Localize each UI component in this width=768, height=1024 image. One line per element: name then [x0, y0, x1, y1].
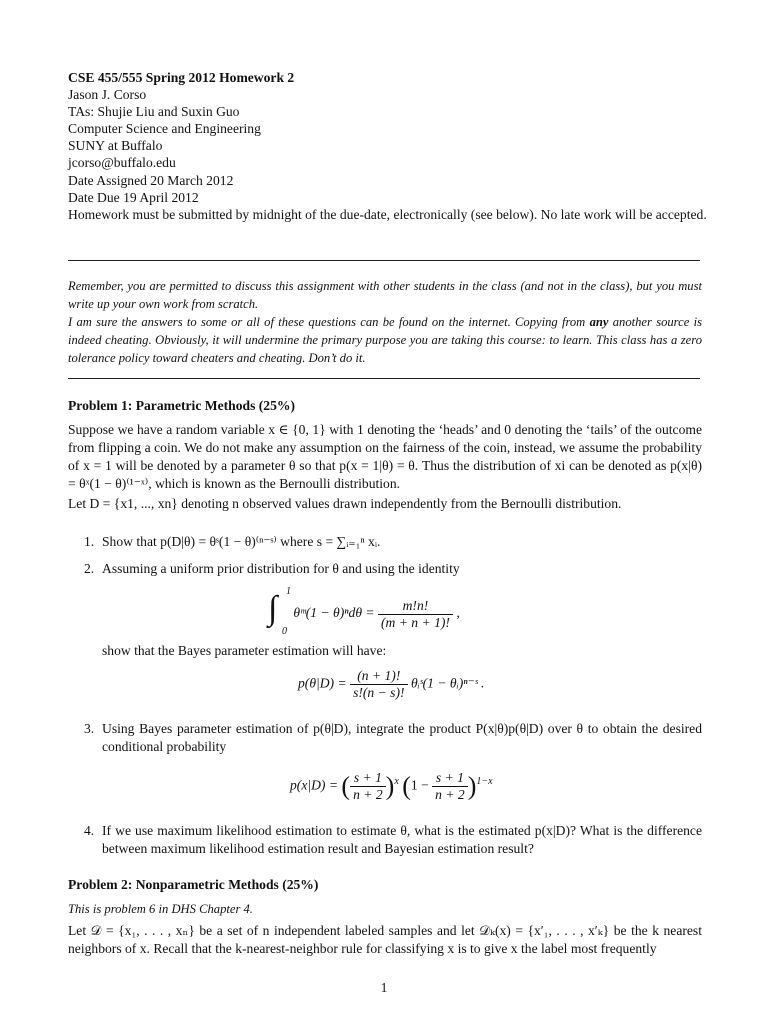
problem1-item-3 [84, 720, 702, 754]
honesty-notice [68, 277, 702, 367]
problem1-heading: Problem 1: Parametric Methods (25%) [68, 398, 295, 413]
item-text: Using Bayes parameter estimation of p(θ|D), integrate the product P(x|θ)p(θ|D) over θ to obtain the desired conditional probability [102, 721, 702, 754]
identity-tail: , [456, 605, 460, 621]
notice-emphasis: any [589, 315, 609, 329]
integral-lower: 0 [282, 626, 287, 637]
notice-line-2-end: another source is indeed cheating. Obviously, it will undermine the primary purpose you are taking this course: to learn. This class has a zero tolerance policy toward cheaters and cheating. Don’t do it. [68, 315, 702, 365]
item-text: If we use maximum likelihood estimation to estimate θ, what is the estimated p(x|D)? What is the difference between maximum likelihood estimation result and Bayesian estimation result? [102, 823, 702, 856]
notice-line-2-start: I am sure the answers to some or all of these questions can be found on the internet. Copying from [68, 315, 586, 329]
homework-title: CSE 455/555 Spring 2012 Homework 2 [68, 70, 295, 85]
fraction-denominator: n + 2 [350, 786, 386, 803]
university-line: SUNY at Buffalo [68, 138, 163, 154]
bayes-fraction [350, 668, 407, 701]
item-text: Show that p(D|θ) = θˢ(1 − θ)⁽ⁿ⁻ˢ⁾ where s = ∑ᵢ₌₁ⁿ xᵢ. [102, 534, 381, 549]
fraction-numerator: (n + 1)! [357, 668, 401, 683]
fraction-numerator: s + 1 [353, 770, 382, 785]
date-due-line: Date Due 19 April 2012 [68, 189, 199, 205]
predictive-lhs: p(x|D) = [290, 777, 339, 793]
fraction-denominator: s!(n − s)! [350, 684, 407, 701]
integral-upper: 1 [286, 586, 291, 597]
notice-line-1: Remember, you are permitted to discuss this assignment with other students in the class (and not in the class), but you must write up your own work from scratch. [68, 279, 702, 311]
fraction-numerator: m!n! [402, 597, 429, 613]
predictive-fraction-2 [432, 770, 468, 803]
problem2-paragraph: Let 𝒟 = {x₁, . . . , xₙ} be a set of n independent labeled samples and let 𝒟ₖ(x) = {x′₁, . . . , x′ₖ} be the k nearest neighbors of x. Recall that the k-nearest-neighbor rule for classifying x is to give x the label most frequently [68, 923, 702, 956]
problem1-item-1 [84, 533, 702, 551]
fraction-denominator: n + 2 [432, 786, 468, 803]
divider-top [68, 260, 700, 261]
problem1-item-2 [84, 560, 702, 578]
email-line: jcorso@buffalo.edu [68, 155, 176, 171]
item-number: 3. [84, 721, 95, 736]
exponent-2: 1−x [476, 776, 493, 788]
bayes-estimate-equation [298, 668, 484, 701]
bayes-lhs: p(θ|D) = [298, 675, 347, 691]
bayes-tail: θᵢˢ(1 − θᵢ)ⁿ⁻ˢ . [410, 675, 485, 691]
item-number: 2. [84, 561, 95, 576]
header-block [68, 69, 708, 223]
problem1-paragraph-2: Let D = {x1, ..., xn} denoting n observed values drawn independently from the Bernoulli distribution. [68, 496, 622, 511]
predictive-mid: 1 − [410, 777, 429, 793]
predictive-equation: p(x|D) = ( $\frac{s + 1}{n + 2}$ )$^x$ (1 − $\frac{s + 1}{n + 2}$ )$^{1-x}$ [290, 770, 493, 802]
item-number: 4. [84, 823, 95, 838]
integral-sign: ∫ 1 0 [268, 586, 291, 637]
submission-note: Homework must be submitted by midnight of the due-date, electronically (see below). No late work will be accepted. [68, 206, 707, 222]
author-line: Jason J. Corso [68, 87, 147, 103]
predictive-fraction-1 [350, 770, 386, 803]
department-line: Computer Science and Engineering [68, 121, 261, 137]
identity-equation [268, 586, 460, 637]
identity-fraction [378, 598, 453, 631]
divider-bottom [68, 378, 700, 379]
fraction-numerator: s + 1 [435, 770, 464, 785]
identity-lhs: θᵐ(1 − θ)ⁿdθ = [293, 605, 375, 621]
item-text: Assuming a uniform prior distribution for θ and using the identity [102, 561, 460, 576]
item-text: show that the Bayes parameter estimation will have: [102, 643, 387, 658]
problem1-item-4 [84, 822, 702, 856]
date-assigned-line: Date Assigned 20 March 2012 [68, 172, 234, 188]
problem2-subtitle: This is problem 6 in DHS Chapter 4. [68, 902, 253, 916]
notice-line-2 [68, 313, 702, 367]
tas-line: TAs: Shujie Liu and Suxin Guo [68, 104, 240, 120]
problem2-heading: Problem 2: Nonparametric Methods (25%) [68, 877, 319, 892]
fraction-denominator: (m + n + 1)! [378, 614, 453, 631]
problem1-paragraph-1: Suppose we have a random variable x ∈ {0, 1} with 1 denoting the ‘heads’ and 0 denoting the ‘tails’ of the outcome from flipping a coin. We do not make any assumption on the fairness of the coin, instead, we assume the probability of x = 1 will be denoted by a parameter θ so that p(x = 1|θ) = θ. Thus the distribution of xi can be denoted as p(x|θ) = θˣ(1 − θ)⁽¹⁻ˣ⁾, which is known as the Bernoulli distribution. [68, 422, 702, 491]
page-number: 1 [380, 980, 388, 995]
exponent-1: x [394, 776, 399, 788]
item-number: 1. [84, 534, 95, 549]
